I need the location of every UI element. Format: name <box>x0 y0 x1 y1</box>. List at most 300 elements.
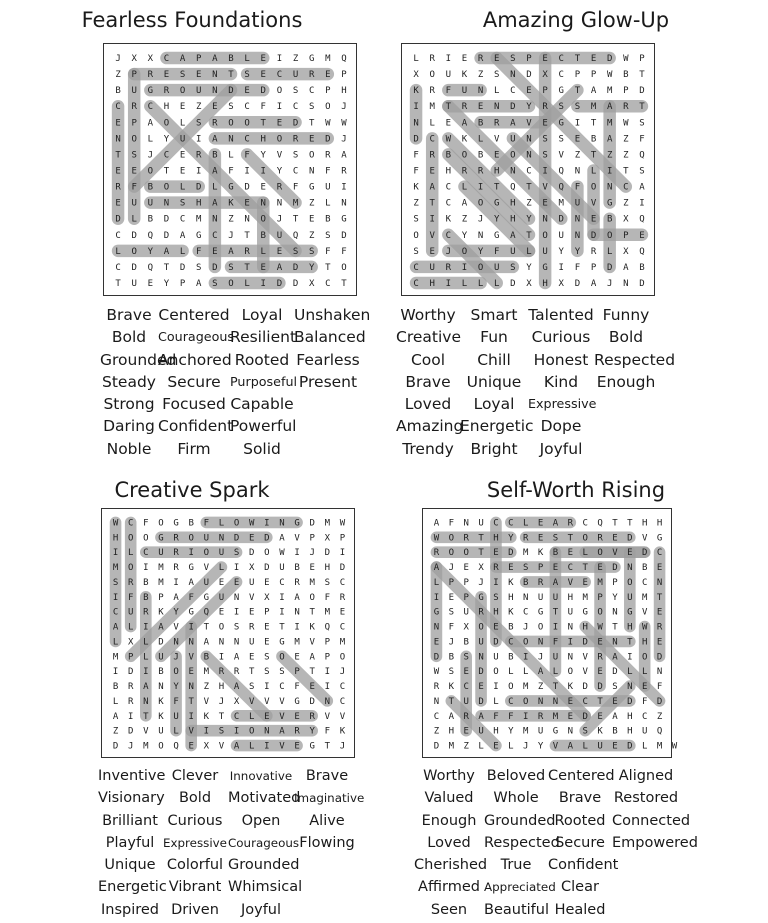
grid-letter[interactable]: D <box>641 548 648 559</box>
grid-letter[interactable]: R <box>309 711 315 722</box>
grid-letter[interactable]: G <box>558 118 564 129</box>
grid-letter[interactable]: B <box>228 54 234 65</box>
grid-letter[interactable]: R <box>127 682 134 693</box>
grid-letter[interactable]: M <box>158 563 164 574</box>
grid-letter[interactable]: Y <box>526 262 532 273</box>
grid-letter[interactable]: H <box>218 682 225 693</box>
grid-letter[interactable]: W <box>641 622 648 633</box>
grid-letter[interactable]: Z <box>463 741 469 752</box>
grid-letter[interactable]: L <box>508 741 514 752</box>
grid-letter[interactable]: X <box>478 563 484 574</box>
grid-letter[interactable]: E <box>233 577 240 588</box>
grid-letter[interactable]: S <box>448 607 455 618</box>
grid-letter[interactable]: T <box>478 548 484 559</box>
grid-letter[interactable]: S <box>558 102 564 113</box>
grid-letter[interactable]: O <box>493 667 499 678</box>
grid-letter[interactable]: Y <box>308 262 315 273</box>
grid-letter[interactable]: I <box>445 278 452 289</box>
grid-letter[interactable]: T <box>308 118 315 129</box>
grid-letter[interactable]: E <box>179 166 186 177</box>
grid-letter[interactable]: B <box>639 262 645 273</box>
grid-letter[interactable]: N <box>212 86 218 97</box>
grid-letter[interactable]: N <box>188 682 194 693</box>
grid-letter[interactable]: N <box>276 198 283 209</box>
grid-letter[interactable]: F <box>493 711 499 722</box>
grid-letter[interactable]: U <box>218 548 225 559</box>
grid-letter[interactable]: O <box>429 70 435 81</box>
grid-letter[interactable]: S <box>292 150 299 161</box>
grid-letter[interactable]: O <box>163 182 170 193</box>
grid-letter[interactable]: J <box>341 134 347 145</box>
grid-letter[interactable]: A <box>279 533 285 544</box>
word-search-grid[interactable] <box>422 508 678 758</box>
grid-letter[interactable]: V <box>203 563 210 574</box>
grid-letter[interactable]: D <box>212 262 218 273</box>
grid-letter[interactable]: R <box>477 54 484 65</box>
grid-letter[interactable]: U <box>510 246 516 257</box>
grid-letter[interactable]: J <box>276 214 283 225</box>
grid-letter[interactable]: A <box>433 518 440 529</box>
grid-letter[interactable]: D <box>179 262 186 273</box>
grid-letter[interactable]: U <box>173 711 179 722</box>
grid-letter[interactable]: D <box>606 262 613 273</box>
grid-letter[interactable]: J <box>115 54 121 65</box>
grid-letter[interactable]: N <box>143 696 149 707</box>
grid-letter[interactable]: R <box>494 118 500 129</box>
grid-letter[interactable]: H <box>494 166 500 177</box>
grid-letter[interactable]: B <box>294 563 300 574</box>
grid-letter[interactable]: I <box>276 102 283 113</box>
grid-letter[interactable]: N <box>188 637 194 648</box>
grid-letter[interactable]: X <box>623 214 629 225</box>
grid-letter[interactable]: B <box>623 70 629 81</box>
grid-letter[interactable]: R <box>292 134 299 145</box>
grid-letter[interactable]: N <box>279 518 285 529</box>
grid-letter[interactable]: E <box>542 54 548 65</box>
grid-letter[interactable]: B <box>143 577 149 588</box>
grid-letter[interactable]: T <box>582 563 588 574</box>
grid-letter[interactable]: O <box>228 278 234 289</box>
grid-letter[interactable]: U <box>429 262 435 273</box>
grid-letter[interactable]: E <box>264 577 270 588</box>
grid-letter[interactable]: L <box>127 548 134 559</box>
grid-letter[interactable]: S <box>248 682 255 693</box>
grid-letter[interactable]: G <box>494 198 500 209</box>
grid-letter[interactable]: K <box>445 214 452 225</box>
grid-letter[interactable]: S <box>413 214 419 225</box>
grid-letter[interactable]: O <box>413 230 419 241</box>
grid-letter[interactable]: A <box>448 711 455 722</box>
grid-letter[interactable]: F <box>552 637 559 648</box>
grid-letter[interactable]: R <box>463 533 469 544</box>
grid-letter[interactable]: B <box>508 622 514 633</box>
grid-letter[interactable]: J <box>339 741 346 752</box>
grid-letter[interactable]: J <box>445 246 452 257</box>
grid-letter[interactable]: V <box>641 607 648 618</box>
grid-letter[interactable]: S <box>308 102 315 113</box>
grid-letter[interactable]: L <box>131 214 137 225</box>
grid-letter[interactable]: L <box>641 667 648 678</box>
grid-letter[interactable]: G <box>188 607 194 618</box>
grid-letter[interactable]: N <box>173 637 179 648</box>
grid-letter[interactable]: A <box>623 262 629 273</box>
grid-letter[interactable]: J <box>448 563 455 574</box>
grid-letter[interactable]: T <box>627 518 633 529</box>
grid-letter[interactable]: H <box>641 637 648 648</box>
grid-letter[interactable]: S <box>494 70 500 81</box>
grid-letter[interactable]: I <box>233 726 240 737</box>
grid-letter[interactable]: T <box>552 682 559 693</box>
grid-letter[interactable]: B <box>115 86 121 97</box>
grid-letter[interactable]: F <box>260 102 266 113</box>
grid-letter[interactable]: H <box>493 533 499 544</box>
grid-letter[interactable]: L <box>552 667 559 678</box>
grid-letter[interactable]: U <box>552 652 559 663</box>
grid-letter[interactable]: V <box>143 726 149 737</box>
grid-letter[interactable]: X <box>131 54 137 65</box>
grid-letter[interactable]: G <box>228 182 234 193</box>
grid-letter[interactable]: O <box>325 102 331 113</box>
grid-letter[interactable]: A <box>461 198 468 209</box>
grid-letter[interactable]: L <box>218 563 225 574</box>
grid-letter[interactable]: C <box>147 102 154 113</box>
grid-letter[interactable]: S <box>228 102 234 113</box>
grid-letter[interactable]: N <box>233 592 240 603</box>
grid-letter[interactable]: F <box>325 166 331 177</box>
grid-letter[interactable]: Q <box>558 182 564 193</box>
grid-letter[interactable]: G <box>308 182 315 193</box>
grid-letter[interactable]: D <box>131 230 137 241</box>
grid-letter[interactable]: E <box>612 533 618 544</box>
grid-letter[interactable]: E <box>597 711 603 722</box>
grid-letter[interactable]: C <box>115 230 121 241</box>
grid-letter[interactable]: L <box>115 246 121 257</box>
grid-letter[interactable]: O <box>308 150 315 161</box>
grid-letter[interactable]: S <box>448 667 455 678</box>
grid-letter[interactable]: B <box>325 214 331 225</box>
grid-letter[interactable]: P <box>131 70 137 81</box>
grid-letter[interactable]: U <box>574 198 581 209</box>
grid-letter[interactable]: W <box>341 118 347 129</box>
grid-letter[interactable]: A <box>279 726 285 737</box>
grid-letter[interactable]: S <box>639 118 645 129</box>
grid-letter[interactable]: Z <box>623 150 629 161</box>
grid-letter[interactable]: V <box>494 134 500 145</box>
grid-letter[interactable]: U <box>179 134 186 145</box>
grid-letter[interactable]: X <box>308 278 315 289</box>
grid-letter[interactable]: S <box>233 622 240 633</box>
grid-letter[interactable]: L <box>244 278 250 289</box>
grid-letter[interactable]: I <box>260 166 266 177</box>
grid-letter[interactable]: E <box>244 86 250 97</box>
grid-letter[interactable]: K <box>461 134 468 145</box>
grid-letter[interactable]: W <box>248 518 255 529</box>
grid-letter[interactable]: L <box>127 622 134 633</box>
grid-letter[interactable]: T <box>203 622 210 633</box>
grid-letter[interactable]: B <box>445 150 452 161</box>
grid-letter[interactable]: D <box>582 637 588 648</box>
grid-letter[interactable]: J <box>448 637 455 648</box>
grid-letter[interactable]: U <box>325 182 331 193</box>
grid-letter[interactable]: L <box>173 726 179 737</box>
grid-letter[interactable]: T <box>623 166 629 177</box>
grid-letter[interactable]: T <box>341 278 347 289</box>
grid-letter[interactable]: R <box>461 166 468 177</box>
grid-letter[interactable]: Z <box>228 214 234 225</box>
grid-letter[interactable]: A <box>461 118 468 129</box>
grid-letter[interactable]: F <box>656 682 663 693</box>
grid-letter[interactable]: N <box>656 667 663 678</box>
grid-letter[interactable]: Y <box>508 726 514 737</box>
grid-letter[interactable]: F <box>196 246 202 257</box>
grid-letter[interactable]: U <box>537 592 544 603</box>
grid-letter[interactable]: U <box>203 577 210 588</box>
grid-letter[interactable]: U <box>158 652 164 663</box>
grid-letter[interactable]: P <box>324 652 331 663</box>
grid-letter[interactable]: O <box>477 198 484 209</box>
grid-letter[interactable]: Y <box>276 166 283 177</box>
grid-letter[interactable]: E <box>493 622 499 633</box>
grid-letter[interactable]: W <box>279 548 285 559</box>
grid-letter[interactable]: D <box>292 262 299 273</box>
grid-letter[interactable]: N <box>526 134 532 145</box>
grid-letter[interactable]: S <box>308 246 315 257</box>
grid-letter[interactable]: A <box>212 134 218 145</box>
grid-letter[interactable]: B <box>641 563 648 574</box>
grid-letter[interactable]: E <box>597 563 603 574</box>
grid-letter[interactable]: N <box>494 102 500 113</box>
grid-letter[interactable]: A <box>143 682 149 693</box>
grid-letter[interactable]: E <box>294 741 300 752</box>
grid-letter[interactable]: B <box>508 652 514 663</box>
grid-letter[interactable]: D <box>264 533 270 544</box>
grid-letter[interactable]: E <box>212 246 218 257</box>
grid-letter[interactable]: U <box>641 726 648 737</box>
grid-letter[interactable]: L <box>526 246 532 257</box>
grid-letter[interactable]: E <box>260 70 266 81</box>
grid-letter[interactable]: C <box>308 86 315 97</box>
grid-letter[interactable]: P <box>597 592 603 603</box>
grid-letter[interactable]: B <box>203 652 210 663</box>
grid-letter[interactable]: C <box>115 102 121 113</box>
grid-letter[interactable]: D <box>112 741 119 752</box>
grid-letter[interactable]: E <box>308 134 315 145</box>
grid-letter[interactable]: R <box>339 592 346 603</box>
grid-letter[interactable]: X <box>558 278 564 289</box>
grid-letter[interactable]: O <box>143 533 149 544</box>
grid-letter[interactable]: H <box>656 518 663 529</box>
grid-letter[interactable]: D <box>558 214 564 225</box>
grid-letter[interactable]: O <box>522 696 529 707</box>
grid-letter[interactable]: O <box>567 667 574 678</box>
grid-letter[interactable]: K <box>537 548 544 559</box>
grid-letter[interactable]: I <box>606 166 613 177</box>
grid-letter[interactable]: A <box>612 711 618 722</box>
grid-letter[interactable]: R <box>477 166 484 177</box>
grid-letter[interactable]: Q <box>558 166 564 177</box>
grid-letter[interactable]: C <box>445 182 452 193</box>
grid-letter[interactable]: R <box>143 607 149 618</box>
grid-letter[interactable]: Z <box>461 214 468 225</box>
grid-letter[interactable]: R <box>537 711 544 722</box>
grid-letter[interactable]: V <box>173 622 179 633</box>
grid-letter[interactable]: P <box>612 577 618 588</box>
grid-letter[interactable]: N <box>623 278 629 289</box>
grid-letter[interactable]: I <box>112 667 119 678</box>
grid-letter[interactable]: O <box>448 548 455 559</box>
grid-letter[interactable]: F <box>324 726 331 737</box>
grid-letter[interactable]: E <box>325 70 331 81</box>
grid-letter[interactable]: S <box>493 592 499 603</box>
grid-letter[interactable]: D <box>639 278 645 289</box>
grid-letter[interactable]: E <box>429 166 435 177</box>
grid-letter[interactable]: S <box>196 118 202 129</box>
grid-letter[interactable]: Z <box>292 54 299 65</box>
grid-letter[interactable]: W <box>671 741 678 752</box>
grid-letter[interactable]: E <box>567 711 574 722</box>
grid-letter[interactable]: H <box>324 563 331 574</box>
grid-letter[interactable]: J <box>522 622 529 633</box>
grid-letter[interactable]: T <box>612 518 618 529</box>
grid-letter[interactable]: D <box>510 278 516 289</box>
grid-letter[interactable]: Y <box>526 214 532 225</box>
grid-letter[interactable]: L <box>477 134 484 145</box>
grid-letter[interactable]: F <box>292 182 299 193</box>
grid-letter[interactable]: J <box>477 214 484 225</box>
grid-letter[interactable]: D <box>292 118 299 129</box>
grid-letter[interactable]: D <box>508 548 514 559</box>
grid-letter[interactable]: C <box>522 607 529 618</box>
grid-letter[interactable]: E <box>260 182 266 193</box>
word-search-grid[interactable] <box>101 508 355 758</box>
grid-letter[interactable]: A <box>212 54 218 65</box>
grid-letter[interactable]: E <box>494 150 500 161</box>
grid-letter[interactable]: L <box>508 667 514 678</box>
grid-letter[interactable]: S <box>612 682 618 693</box>
grid-letter[interactable]: D <box>309 518 315 529</box>
grid-letter[interactable]: D <box>248 548 255 559</box>
grid-letter[interactable]: A <box>429 182 435 193</box>
grid-letter[interactable]: V <box>582 652 588 663</box>
grid-letter[interactable]: J <box>341 102 347 113</box>
grid-letter[interactable]: Q <box>147 262 154 273</box>
grid-letter[interactable]: V <box>279 741 285 752</box>
grid-letter[interactable]: L <box>522 667 529 678</box>
grid-letter[interactable]: D <box>656 652 663 663</box>
grid-letter[interactable]: O <box>158 518 164 529</box>
grid-letter[interactable]: L <box>244 54 250 65</box>
grid-letter[interactable]: F <box>413 150 419 161</box>
grid-letter[interactable]: O <box>627 577 633 588</box>
grid-letter[interactable]: L <box>112 696 119 707</box>
grid-letter[interactable]: U <box>292 70 299 81</box>
grid-letter[interactable]: I <box>244 166 250 177</box>
grid-letter[interactable]: F <box>325 246 331 257</box>
grid-letter[interactable]: D <box>264 563 270 574</box>
grid-letter[interactable]: Z <box>656 711 663 722</box>
grid-letter[interactable]: I <box>188 622 194 633</box>
grid-letter[interactable]: A <box>212 166 218 177</box>
grid-letter[interactable]: T <box>244 230 250 241</box>
grid-letter[interactable]: T <box>656 592 663 603</box>
grid-letter[interactable]: Z <box>574 150 581 161</box>
grid-letter[interactable]: X <box>542 70 548 81</box>
grid-letter[interactable]: D <box>341 230 347 241</box>
grid-letter[interactable]: L <box>147 134 154 145</box>
grid-letter[interactable]: A <box>188 577 194 588</box>
grid-letter[interactable]: H <box>196 198 202 209</box>
grid-letter[interactable]: A <box>537 667 544 678</box>
grid-letter[interactable]: Q <box>203 607 210 618</box>
grid-letter[interactable]: G <box>294 696 300 707</box>
grid-letter[interactable]: A <box>112 622 119 633</box>
grid-letter[interactable]: E <box>308 214 315 225</box>
grid-letter[interactable]: C <box>567 563 574 574</box>
grid-letter[interactable]: F <box>448 622 455 633</box>
grid-letter[interactable]: L <box>228 150 234 161</box>
grid-letter[interactable]: Z <box>537 682 544 693</box>
grid-letter[interactable]: R <box>433 548 440 559</box>
grid-letter[interactable]: F <box>445 86 452 97</box>
grid-letter[interactable]: Y <box>163 134 170 145</box>
grid-letter[interactable]: N <box>574 230 581 241</box>
grid-letter[interactable]: L <box>179 118 186 129</box>
grid-letter[interactable]: R <box>233 667 240 678</box>
grid-letter[interactable]: U <box>158 726 164 737</box>
grid-letter[interactable]: T <box>309 607 315 618</box>
grid-letter[interactable]: N <box>264 726 270 737</box>
grid-letter[interactable]: R <box>461 102 468 113</box>
grid-letter[interactable]: E <box>115 118 121 129</box>
grid-letter[interactable]: C <box>339 696 346 707</box>
grid-letter[interactable]: L <box>641 741 648 752</box>
grid-letter[interactable]: J <box>478 577 484 588</box>
grid-letter[interactable]: D <box>627 696 633 707</box>
grid-letter[interactable]: E <box>508 563 514 574</box>
grid-letter[interactable]: E <box>542 198 548 209</box>
grid-letter[interactable]: J <box>537 652 544 663</box>
grid-letter[interactable]: C <box>325 278 331 289</box>
grid-letter[interactable]: D <box>127 726 134 737</box>
grid-letter[interactable]: E <box>196 70 202 81</box>
grid-letter[interactable]: V <box>248 696 255 707</box>
grid-letter[interactable]: R <box>493 563 499 574</box>
grid-letter[interactable]: E <box>188 741 194 752</box>
grid-letter[interactable]: L <box>494 278 500 289</box>
grid-letter[interactable]: A <box>590 86 597 97</box>
grid-letter[interactable]: A <box>147 118 154 129</box>
grid-letter[interactable]: E <box>612 741 618 752</box>
grid-letter[interactable]: R <box>308 70 315 81</box>
grid-letter[interactable]: G <box>203 592 210 603</box>
grid-letter[interactable]: N <box>413 118 419 129</box>
grid-letter[interactable]: E <box>147 278 154 289</box>
grid-letter[interactable]: V <box>552 741 559 752</box>
grid-letter[interactable]: D <box>433 652 440 663</box>
grid-letter[interactable]: A <box>196 278 202 289</box>
grid-letter[interactable]: E <box>493 548 499 559</box>
grid-letter[interactable]: L <box>112 637 119 648</box>
grid-letter[interactable]: G <box>309 741 315 752</box>
grid-letter[interactable]: L <box>260 246 266 257</box>
grid-letter[interactable]: C <box>558 54 564 65</box>
grid-letter[interactable]: S <box>228 262 234 273</box>
grid-letter[interactable]: P <box>341 70 347 81</box>
grid-letter[interactable]: F <box>494 246 500 257</box>
grid-letter[interactable]: H <box>508 592 514 603</box>
grid-letter[interactable]: E <box>260 262 266 273</box>
grid-letter[interactable]: R <box>623 102 629 113</box>
